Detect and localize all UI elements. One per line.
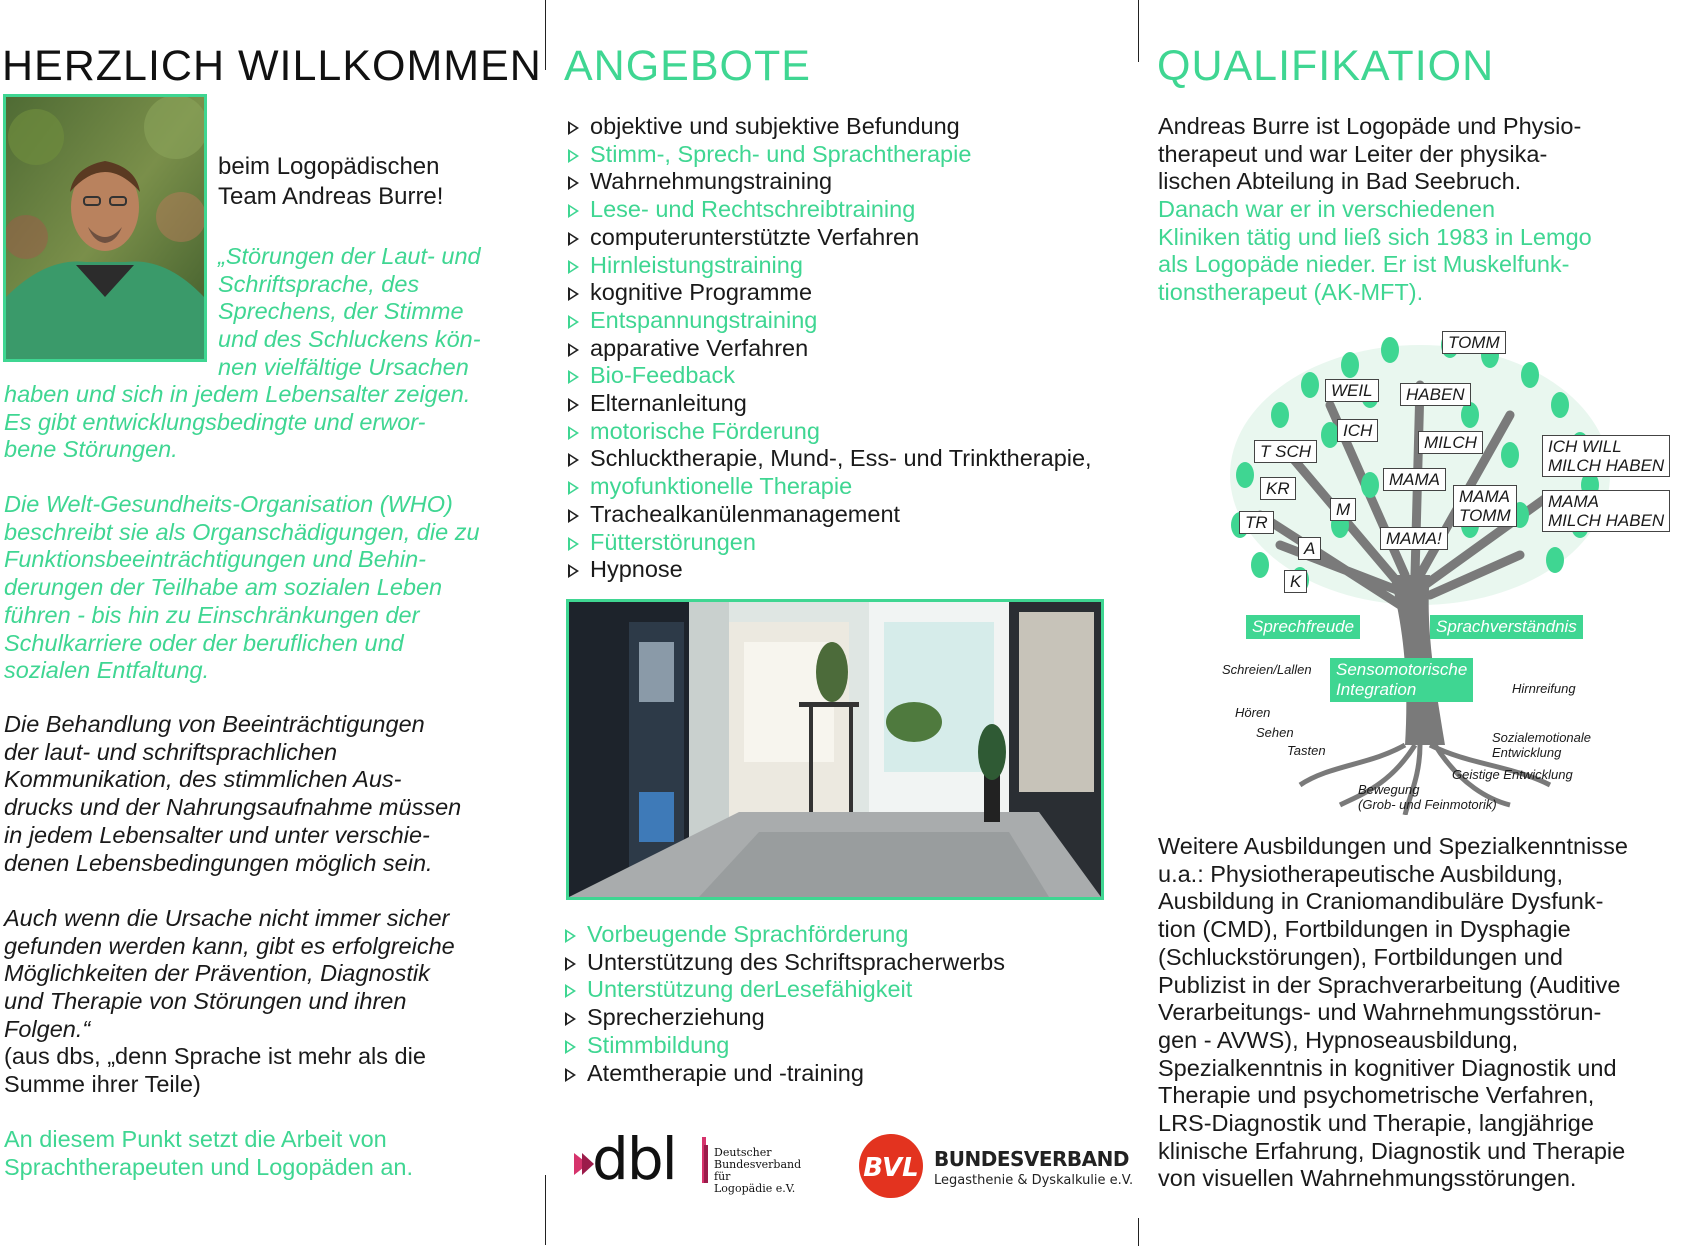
root-label-line: (Grob- und Feinmotorik) (1358, 797, 1497, 812)
dbl-line-3: Logopädie e.V. (714, 1182, 796, 1195)
offer-item (566, 279, 1092, 307)
treatment-line: Kommunikation, des stimmlichen Aus- (4, 766, 402, 793)
intro-green-line: tionstherapeut (AK-MFT). (1158, 279, 1424, 306)
practice-photo (566, 599, 1104, 900)
offer-item-label: Unterstützung des Schriftspracherwerbs (587, 948, 1005, 975)
triangle-bullet-icon (568, 398, 579, 412)
who-line: Schulkarriere oder der beruflichen und (4, 629, 404, 656)
root-label: Schreien/Lallen (1222, 662, 1312, 677)
dbl-line-2: Bundesverband für (714, 1158, 802, 1183)
quote-line: Es gibt entwicklungsbedingte und erwor- (4, 408, 426, 435)
closing-paragraph (4, 1126, 413, 1181)
treatment-line: in jedem Lebensalter und unter verschie- (4, 821, 430, 848)
source-line: Summe ihrer Teile) (4, 1070, 201, 1097)
tree-word: MAMA (1383, 468, 1446, 491)
root-label: Hirnreifung (1512, 681, 1576, 696)
triangle-bullet-icon (568, 204, 579, 218)
offer-item (566, 418, 1092, 446)
tree-word-line: MAMA (1459, 487, 1510, 506)
further-training-line: gen - AVWS), Hypnoseausbildung, (1158, 1026, 1519, 1053)
further-training-line: Weitere Ausbildungen und Spezialkenntnisse (1158, 833, 1628, 859)
tree-green-line: Sensomotorische (1336, 660, 1468, 679)
practice-image (569, 602, 1101, 897)
triangle-bullet-icon (565, 957, 576, 971)
offer-item-label: kognitive Programme (590, 279, 813, 306)
further-training-line: klinische Erfahrung, Diagnostik und Therapie (1158, 1137, 1626, 1164)
bvl-mark-text: BVL (863, 1153, 919, 1183)
offer-item (566, 307, 1092, 335)
treatment-line: Die Behandlung von Beeinträchtigungen (4, 711, 425, 737)
root-label: Hören (1235, 705, 1271, 720)
cause-line: Auch wenn die Ursache nicht immer sicher (4, 905, 450, 931)
cause-line: und Therapie von Störungen und ihren (4, 988, 407, 1015)
quote-line: nen vielfältige Ursachen (218, 353, 469, 380)
who-line: Funktionsbeeinträchtigungen und Behin- (4, 546, 426, 573)
triangle-bullet-icon (568, 149, 579, 163)
further-training-line: u.a.: Physiotherapeutische Ausbildung, (1158, 860, 1563, 887)
tree-green-right: Sprachverständnis (1430, 615, 1583, 639)
tree-word: TOMM (1442, 331, 1506, 354)
bvl-line-2: Legasthenie & Dyskalkulie e.V. (934, 1173, 1134, 1188)
triangle-bullet-icon (568, 287, 579, 301)
treatment-line: denen Lebensbedingungen möglich sein. (4, 849, 433, 876)
closing-line: Sprachtherapeuten und Logopäden an. (4, 1153, 413, 1180)
intro-green-line: Kliniken tätig und ließ sich 1983 in Lemgo (1158, 223, 1592, 250)
offer-item-label: Schlucktherapie, Mund-, Ess- und Trinktherapie, (590, 445, 1092, 472)
offers-list-2 (563, 921, 1005, 1087)
qualification-title: QUALIFIKATION (1157, 42, 1495, 90)
who-line: sozialen Entfaltung. (4, 657, 210, 684)
cause-line: gefunden werden kann, gibt es erfolgreiche (4, 932, 455, 959)
dbl-divider-dark (704, 1145, 708, 1183)
triangle-bullet-icon (568, 481, 579, 495)
offer-item-label: Fütterstörungen (590, 528, 756, 555)
root-label: Tasten (1287, 743, 1326, 758)
treatment-line: drucks und der Nahrungsaufnahme müssen (4, 794, 462, 821)
cause-paragraph (4, 905, 455, 1044)
root-label-line: Sozialemotionale (1492, 730, 1592, 745)
who-line: führen - bis hin zu Einschränkungen der (4, 601, 420, 628)
offer-item-label: objektive und subjektive Befundung (590, 113, 960, 139)
tree-word: HABEN (1400, 383, 1471, 406)
tree-word: A (1298, 537, 1321, 560)
greeting-line-1: beim Logopädischen (218, 153, 440, 180)
who-line: Die Welt-Gesundheits-Organisation (WHO) (4, 491, 453, 517)
root-label: Sehen (1256, 725, 1294, 740)
offer-item (566, 473, 1092, 501)
further-training-line: LRS-Diagnostik und Therapie, langjährige (1158, 1110, 1594, 1137)
triangle-bullet-icon (568, 564, 579, 578)
triangle-bullet-icon (565, 1068, 576, 1082)
triangle-bullet-icon (565, 984, 576, 998)
offer-item (566, 113, 1092, 141)
language-tree (1220, 325, 1683, 815)
quote-line: Sprechens, der Stimme (218, 298, 464, 325)
offer-item (566, 252, 1092, 280)
tree-green-left: Sprechfreude (1246, 615, 1360, 639)
tree-word: KR (1260, 477, 1296, 500)
offer-item-label: Sprecherziehung (587, 1004, 765, 1031)
offer-item (566, 362, 1092, 390)
fold-line-bottom-1 (545, 1175, 546, 1245)
offer-item (566, 141, 1092, 169)
fold-line-top-2 (1138, 0, 1139, 62)
triangle-bullet-icon (568, 232, 579, 246)
portrait-photo (3, 94, 207, 362)
offer-item-label: motorische Förderung (590, 417, 820, 444)
tree-word-line: ICH WILL (1548, 437, 1622, 456)
offer-item (563, 1060, 1005, 1088)
dbl-logo (572, 1125, 812, 1195)
treatment-paragraph (4, 711, 461, 877)
offer-item-label: Entspannungstraining (590, 306, 818, 333)
quote-line: bene Störungen. (4, 436, 178, 463)
cause-line: Möglichkeiten der Prävention, Diagnostik (4, 960, 430, 987)
intro-line: Andreas Burre ist Logopäde und Physio- (1158, 113, 1582, 139)
tree-word: ICH (1337, 419, 1378, 442)
who-line: derungen der Teilhabe am sozialen Leben (4, 574, 443, 601)
cause-line: Folgen.“ (4, 1015, 91, 1042)
triangle-bullet-icon (568, 453, 579, 467)
triangle-bullet-icon (565, 929, 576, 943)
fold-line-bottom-2 (1138, 1218, 1139, 1246)
tree-word-line: MAMA (1548, 492, 1599, 511)
further-training-line: Publizist in der Sprachverarbeitung (Auditive (1158, 971, 1621, 998)
offer-item (566, 335, 1092, 363)
root-label (1492, 730, 1591, 760)
offer-item-label: Unterstützung derLesefähigkeit (587, 976, 913, 1003)
source-line: (aus dbs, „denn Sprache ist mehr als die (4, 1043, 426, 1069)
who-paragraph (4, 491, 480, 685)
root-label-line: Entwicklung (1492, 745, 1562, 760)
tree-word: WEIL (1325, 379, 1379, 402)
intro-green-line: Danach war er in verschiedenen (1158, 196, 1496, 222)
tree-word: M (1330, 498, 1356, 521)
triangle-bullet-icon (568, 121, 579, 135)
greeting-line-2: Team Andreas Burre! (218, 183, 444, 210)
quote-line: Schriftsprache, des (218, 270, 420, 297)
triangle-bullet-icon (568, 260, 579, 274)
further-training-line: (Schluckstörungen), Fortbildungen und (1158, 943, 1563, 970)
root-label-line: Bewegung (1358, 782, 1420, 797)
offer-item (566, 556, 1092, 584)
tree-word-line: TOMM (1459, 506, 1511, 525)
bvl-logo (858, 1133, 1134, 1199)
quote-full (4, 381, 470, 464)
tree-word: T SCH (1254, 440, 1317, 463)
offer-item-label: Lese- und Rechtschreibtraining (590, 196, 916, 223)
tree-word: MAMA! (1380, 527, 1448, 550)
intro-green-line: als Logopäde nieder. Er ist Muskelfunk- (1158, 251, 1570, 278)
offer-item (566, 224, 1092, 252)
triangle-bullet-icon (565, 1040, 576, 1054)
further-training-line: tion (CMD), Fortbildungen in Dysphagie (1158, 916, 1571, 943)
triangle-bullet-icon (565, 1012, 576, 1026)
triangle-bullet-icon (568, 176, 579, 190)
qualification-intro-green (1158, 196, 1592, 307)
bvl-mark-icon (858, 1133, 924, 1199)
further-training-line: Spezialkenntnis in kognitiver Diagnostik und (1158, 1054, 1617, 1081)
dbl-line-1: Deutscher (714, 1146, 772, 1159)
triangle-bullet-icon (568, 537, 579, 551)
quote-line: und des Schluckens kön- (218, 326, 481, 353)
offer-item (563, 949, 1005, 977)
offer-item-label: Atemtherapie und -training (587, 1059, 864, 1086)
offer-item (563, 976, 1005, 1004)
triangle-bullet-icon (568, 509, 579, 523)
tree-word (1542, 435, 1670, 477)
offer-item (566, 501, 1092, 529)
triangle-bullet-icon (568, 426, 579, 440)
triangle-bullet-icon (568, 370, 579, 384)
tree-green-center (1330, 658, 1473, 702)
closing-line: An diesem Punkt setzt die Arbeit von (4, 1126, 387, 1152)
tree-word (1542, 490, 1670, 532)
offer-item (566, 390, 1092, 418)
offer-item (566, 445, 1092, 473)
tree-word (1453, 485, 1517, 527)
offer-item-label: Hirnleistungstraining (590, 251, 803, 278)
qualification-intro (1158, 113, 1581, 196)
dbl-mark-text: dbl (592, 1125, 676, 1193)
offer-item-label: apparative Verfahren (590, 334, 809, 361)
offer-item-label: computerunterstützte Verfahren (590, 223, 920, 250)
further-training-line: Therapie und psychometrische Verfahren, (1158, 1082, 1595, 1109)
greeting (218, 152, 443, 212)
intro-line: lischen Abteilung in Bad Seebruch. (1158, 168, 1522, 195)
offer-item-label: Vorbeugende Sprachförderung (587, 921, 909, 947)
offer-item-label: Stimmbildung (587, 1031, 730, 1058)
quote-line: „Störungen der Laut- und (218, 243, 481, 269)
quote-line: haben und sich in jedem Lebensalter zeigen. (4, 381, 471, 407)
further-training-line: Ausbildung in Craniomandibuläre Dysfunk- (1158, 888, 1604, 915)
offer-item-label: Wahrnehmungstraining (590, 168, 833, 195)
root-label (1358, 782, 1497, 812)
offer-item-label: Hypnose (590, 556, 683, 583)
fold-line-top-1 (545, 0, 546, 70)
tree-word-line: MILCH HABEN (1548, 456, 1665, 475)
offer-item-label: Elternanleitung (590, 390, 747, 417)
root-label: Geistige Entwicklung (1452, 767, 1573, 782)
offers-title: ANGEBOTE (564, 42, 811, 90)
who-line: beschreibt sie als Organschädigungen, die zu (4, 518, 480, 545)
tree-word: K (1284, 570, 1307, 593)
offer-item-label: myofunktionelle Therapie (590, 473, 853, 500)
offer-item-label: Bio-Feedback (590, 362, 735, 389)
offer-item-label: Stimm-, Sprech- und Sprachtherapie (590, 140, 972, 167)
tree-green-line: Integration (1336, 680, 1417, 699)
offer-item (563, 921, 1005, 949)
intro-line: therapeut und war Leiter der physika- (1158, 140, 1548, 167)
quote-indented (218, 243, 481, 382)
offers-list (566, 113, 1092, 584)
tree-word-line: MILCH HABEN (1548, 511, 1665, 530)
offer-item (566, 529, 1092, 557)
portrait-image (6, 97, 204, 359)
offer-item (563, 1004, 1005, 1032)
offer-item (566, 168, 1092, 196)
bvl-line-1: BUNDESVERBAND (934, 1147, 1129, 1171)
triangle-bullet-icon (568, 343, 579, 357)
source-citation (4, 1043, 426, 1098)
further-training-line: von visuellen Wahrnehmungsstörungen. (1158, 1165, 1577, 1192)
tree-word: TR (1239, 511, 1274, 534)
treatment-line: der laut- und schriftsprachlichen (4, 738, 338, 765)
further-training (1158, 833, 1628, 1193)
offer-item (563, 1032, 1005, 1060)
welcome-title: HERZLICH WILLKOMMEN (2, 42, 542, 90)
further-training-line: Verarbeitungs- und Wahrnehmungsstörun- (1158, 999, 1602, 1026)
offer-item (566, 196, 1092, 224)
offer-item-label: Trachealkanülenmanagement (590, 500, 901, 527)
tree-word: MILCH (1418, 431, 1483, 454)
triangle-bullet-icon (568, 315, 579, 329)
